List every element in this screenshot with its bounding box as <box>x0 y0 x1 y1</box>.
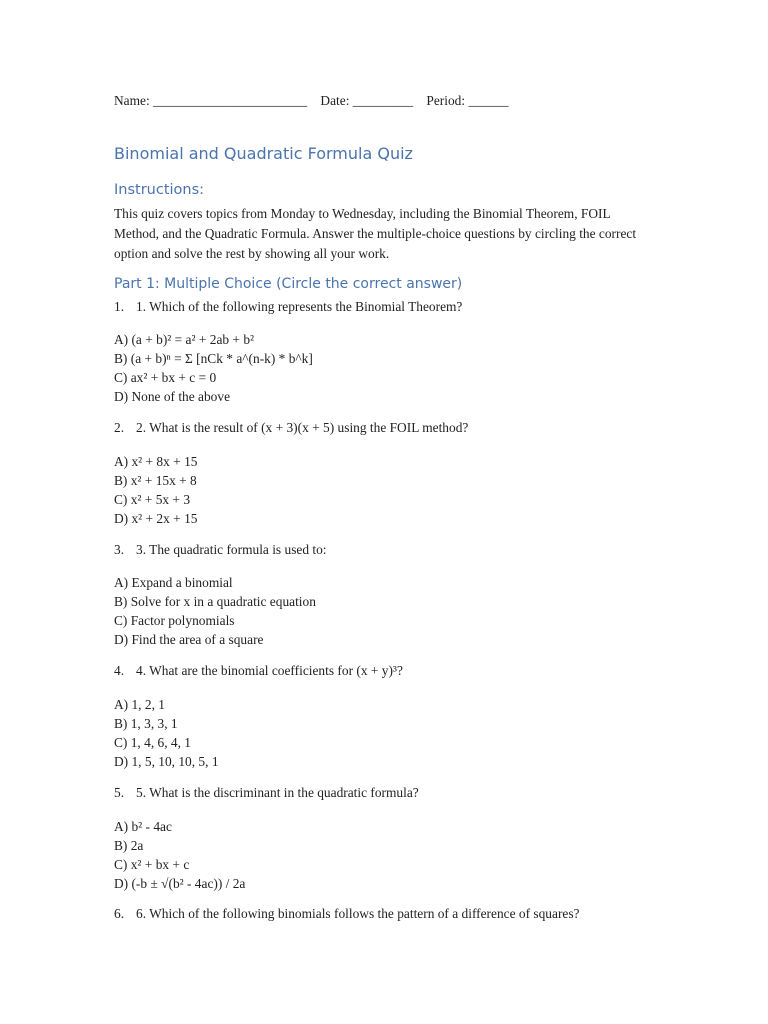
option-a[interactable]: A) (a + b)² = a² + 2ab + b² <box>114 332 255 347</box>
question-number: 6. <box>114 906 125 921</box>
question-1 <box>114 299 462 315</box>
question-1-options <box>114 330 313 406</box>
question-5 <box>114 785 419 801</box>
question-number: 2. <box>114 420 125 435</box>
question-number: 5. <box>114 785 125 800</box>
question-4-options <box>114 695 219 771</box>
option-a[interactable]: A) x² + 8x + 15 <box>114 454 198 469</box>
name-date-period-line: Name: _______________________ Date: _________ Period: ______ <box>114 93 509 108</box>
question-2-options <box>114 452 197 528</box>
question-4 <box>114 663 403 679</box>
part1-heading: Part 1: Multiple Choice (Circle the correct answer) <box>114 276 463 292</box>
option-c[interactable]: C) 1, 4, 6, 4, 1 <box>114 735 191 751</box>
option-b[interactable]: B) 1, 3, 3, 1 <box>114 716 178 732</box>
option-a[interactable]: A) 1, 2, 1 <box>114 697 165 712</box>
option-a[interactable]: A) Expand a binomial <box>114 575 233 590</box>
instructions-heading: Instructions: <box>114 182 205 198</box>
option-c[interactable]: C) Factor polynomials <box>114 613 235 629</box>
option-b[interactable]: B) (a + b)ⁿ = Σ [nCk * a^(n-k) * b^k] <box>114 351 313 367</box>
option-b[interactable]: B) x² + 15x + 8 <box>114 473 197 489</box>
question-text: 1. Which of the following represents the Binomial Theorem? <box>136 299 463 314</box>
question-3-options <box>114 573 316 649</box>
instructions-text: This quiz covers topics from Monday to Wednesday, including the Binomial Theorem, FOIL Method, and the Quadratic Formula. Answer the multiple-choice questions by circling the correct option and solve the rest by showing all your work. <box>114 206 637 261</box>
option-c[interactable]: C) x² + bx + c <box>114 857 190 873</box>
option-b[interactable]: B) 2a <box>114 838 144 854</box>
question-text: 3. The quadratic formula is used to: <box>136 542 327 557</box>
option-d[interactable]: D) 1, 5, 10, 10, 5, 1 <box>114 754 219 770</box>
option-d[interactable]: D) x² + 2x + 15 <box>114 511 198 527</box>
question-number: 1. <box>114 299 125 314</box>
question-number: 3. <box>114 542 125 557</box>
question-6 <box>114 906 580 922</box>
question-number: 4. <box>114 663 125 678</box>
question-text: 2. What is the result of (x + 3)(x + 5) using the FOIL method? <box>136 420 469 435</box>
option-d[interactable]: D) Find the area of a square <box>114 632 264 648</box>
question-text: 4. What are the binomial coefficients for (x + y)³? <box>136 663 403 678</box>
quiz-title: Binomial and Quadratic Formula Quiz <box>114 144 413 163</box>
question-text: 5. What is the discriminant in the quadratic formula? <box>136 785 419 800</box>
option-d[interactable]: D) (-b ± √(b² - 4ac)) / 2a <box>114 876 246 892</box>
option-a[interactable]: A) b² - 4ac <box>114 819 172 834</box>
question-5-options <box>114 817 245 893</box>
question-2 <box>114 420 468 436</box>
option-c[interactable]: C) ax² + bx + c = 0 <box>114 370 217 386</box>
option-d[interactable]: D) None of the above <box>114 389 231 405</box>
option-b[interactable]: B) Solve for x in a quadratic equation <box>114 594 316 610</box>
question-3 <box>114 542 327 558</box>
question-text: 6. Which of the following binomials follows the pattern of a difference of squares? <box>136 906 580 921</box>
option-c[interactable]: C) x² + 5x + 3 <box>114 492 191 508</box>
